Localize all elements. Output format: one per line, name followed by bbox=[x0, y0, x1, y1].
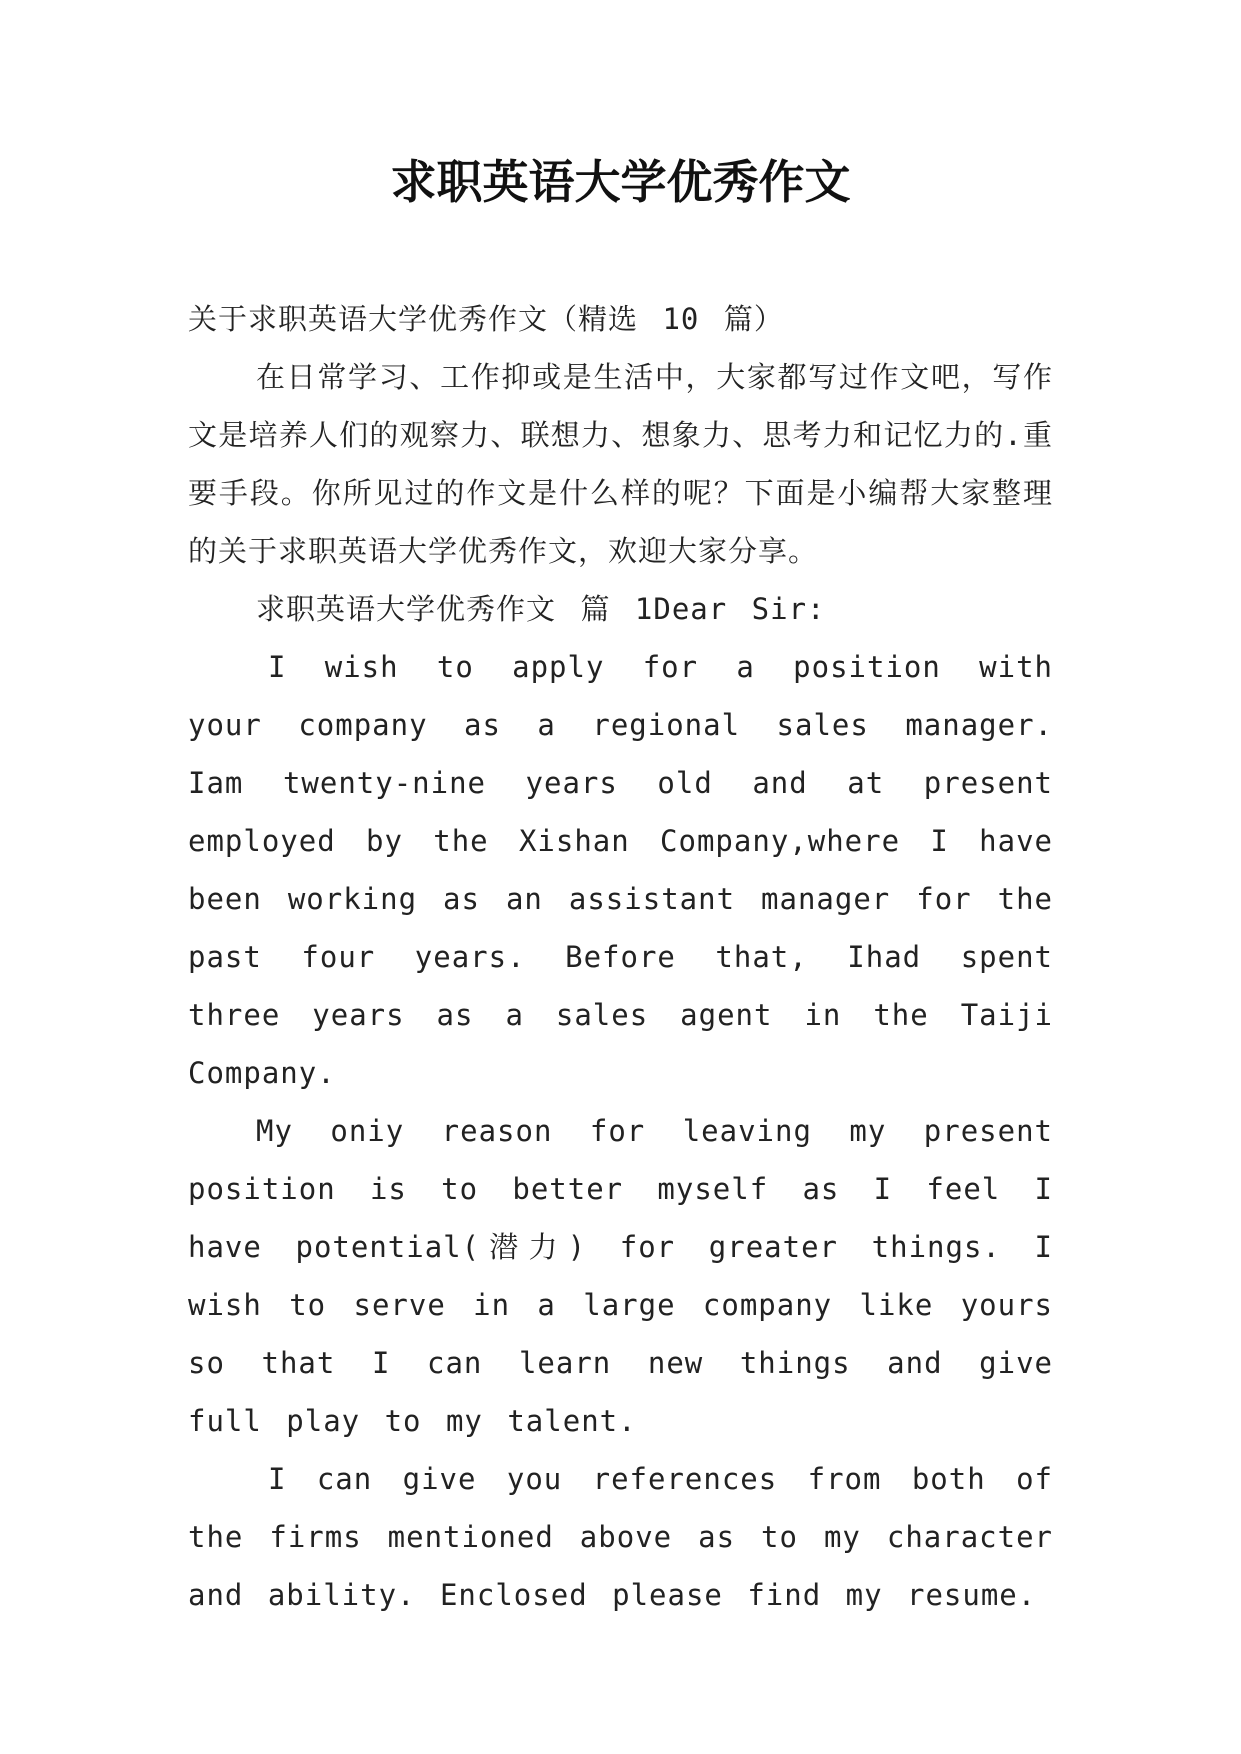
section-heading: 求职英语大学优秀作文 篇 1Dear Sir: bbox=[256, 592, 826, 626]
document-subtitle: 关于求职英语大学优秀作文（精选 10 篇） bbox=[188, 302, 784, 336]
letter-paragraph-2: My oniy reason for leaving my present position is to better myself as I feel I have potential(潜力) for greater things. I wish to serve in a large company like yours so that I can learn new things and give full play to my talent. bbox=[188, 1114, 1053, 1438]
intro-paragraph: 在日常学习、工作抑或是生活中，大家都写过作文吧，写作文是培养人们的观察力、联想力、想象力、思考力和记忆力的.重要手段。你所见过的作文是什么样的呢？下面是小编帮大家整理的关于求职英语大学优秀作文，欢迎大家分享。 bbox=[188, 360, 1053, 568]
letter-paragraph-3: I can give you references from both of the firms mentioned above as to my character and ability. Enclosed please find my resume. bbox=[188, 1462, 1053, 1612]
letter-paragraph-1: I wish to apply for a position with your company as a regional sales manager. Iam twenty-nine years old and at present employed by the Xishan Company,where I have been working as an assistant manager for the past four years. Before that, Ihad spent three years as a sales agent in the Taiji Company. bbox=[188, 650, 1053, 1090]
document-body bbox=[188, 290, 1053, 1624]
document-title: 求职英语大学优秀作文 bbox=[390, 155, 851, 209]
